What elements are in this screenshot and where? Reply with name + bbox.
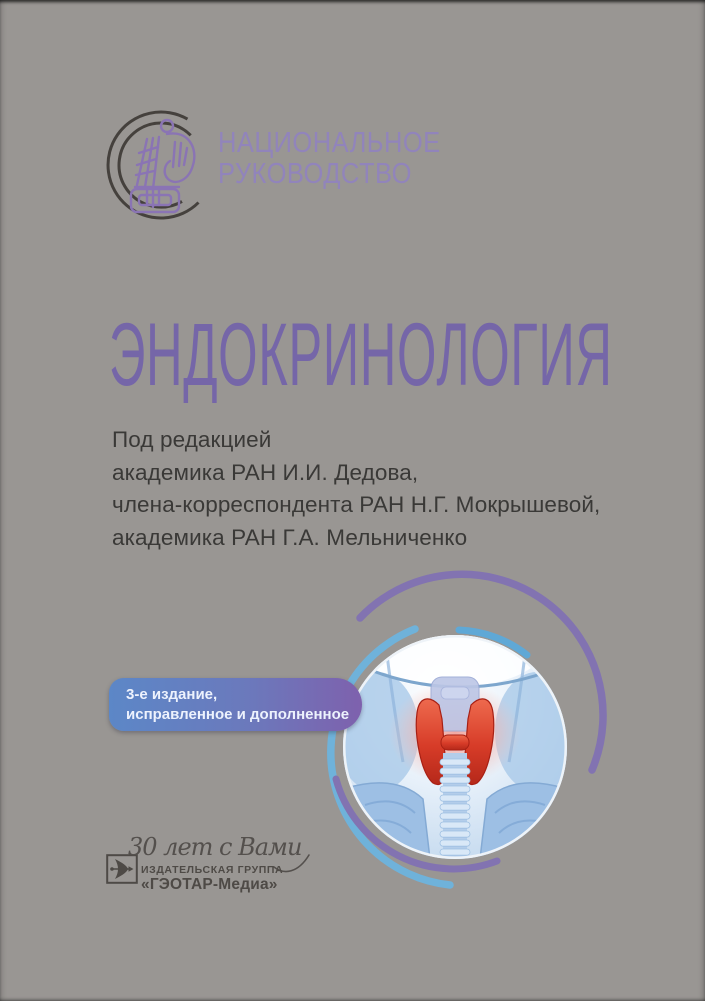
publisher-name: «ГЭОТАР-Медиа» <box>141 876 278 893</box>
national-guide-emblem-icon <box>95 105 230 240</box>
publisher-group-label: ИЗДАТЕЛЬСКАЯ ГРУППА <box>141 864 284 876</box>
editors-block <box>112 424 600 554</box>
series-title <box>218 128 441 190</box>
editor-line: члена-корреспондента РАН Н.Г. Мокрышевой, <box>112 492 601 517</box>
editors-intro: Под редакцией <box>112 427 272 452</box>
series-line-1: НАЦИОНАЛЬНОЕ <box>218 127 441 159</box>
publisher-anniversary: 30 лет с Вами <box>128 833 302 861</box>
book-title: ЭНДОКРИНОЛОГИЯ <box>109 304 613 404</box>
edition-badge <box>109 678 362 731</box>
editor-line: академика РАН Г.А. Мельниченко <box>112 524 468 550</box>
editor-line: академика РАН И.И. Дедова, <box>112 459 419 485</box>
edition-badge-line-2: исправленное и дополненное <box>126 706 350 723</box>
publisher-logo <box>104 833 334 908</box>
edition-badge-line-1: 3-е издание, <box>126 686 218 703</box>
series-line-2: РУКОВОДСТВО <box>218 158 412 190</box>
